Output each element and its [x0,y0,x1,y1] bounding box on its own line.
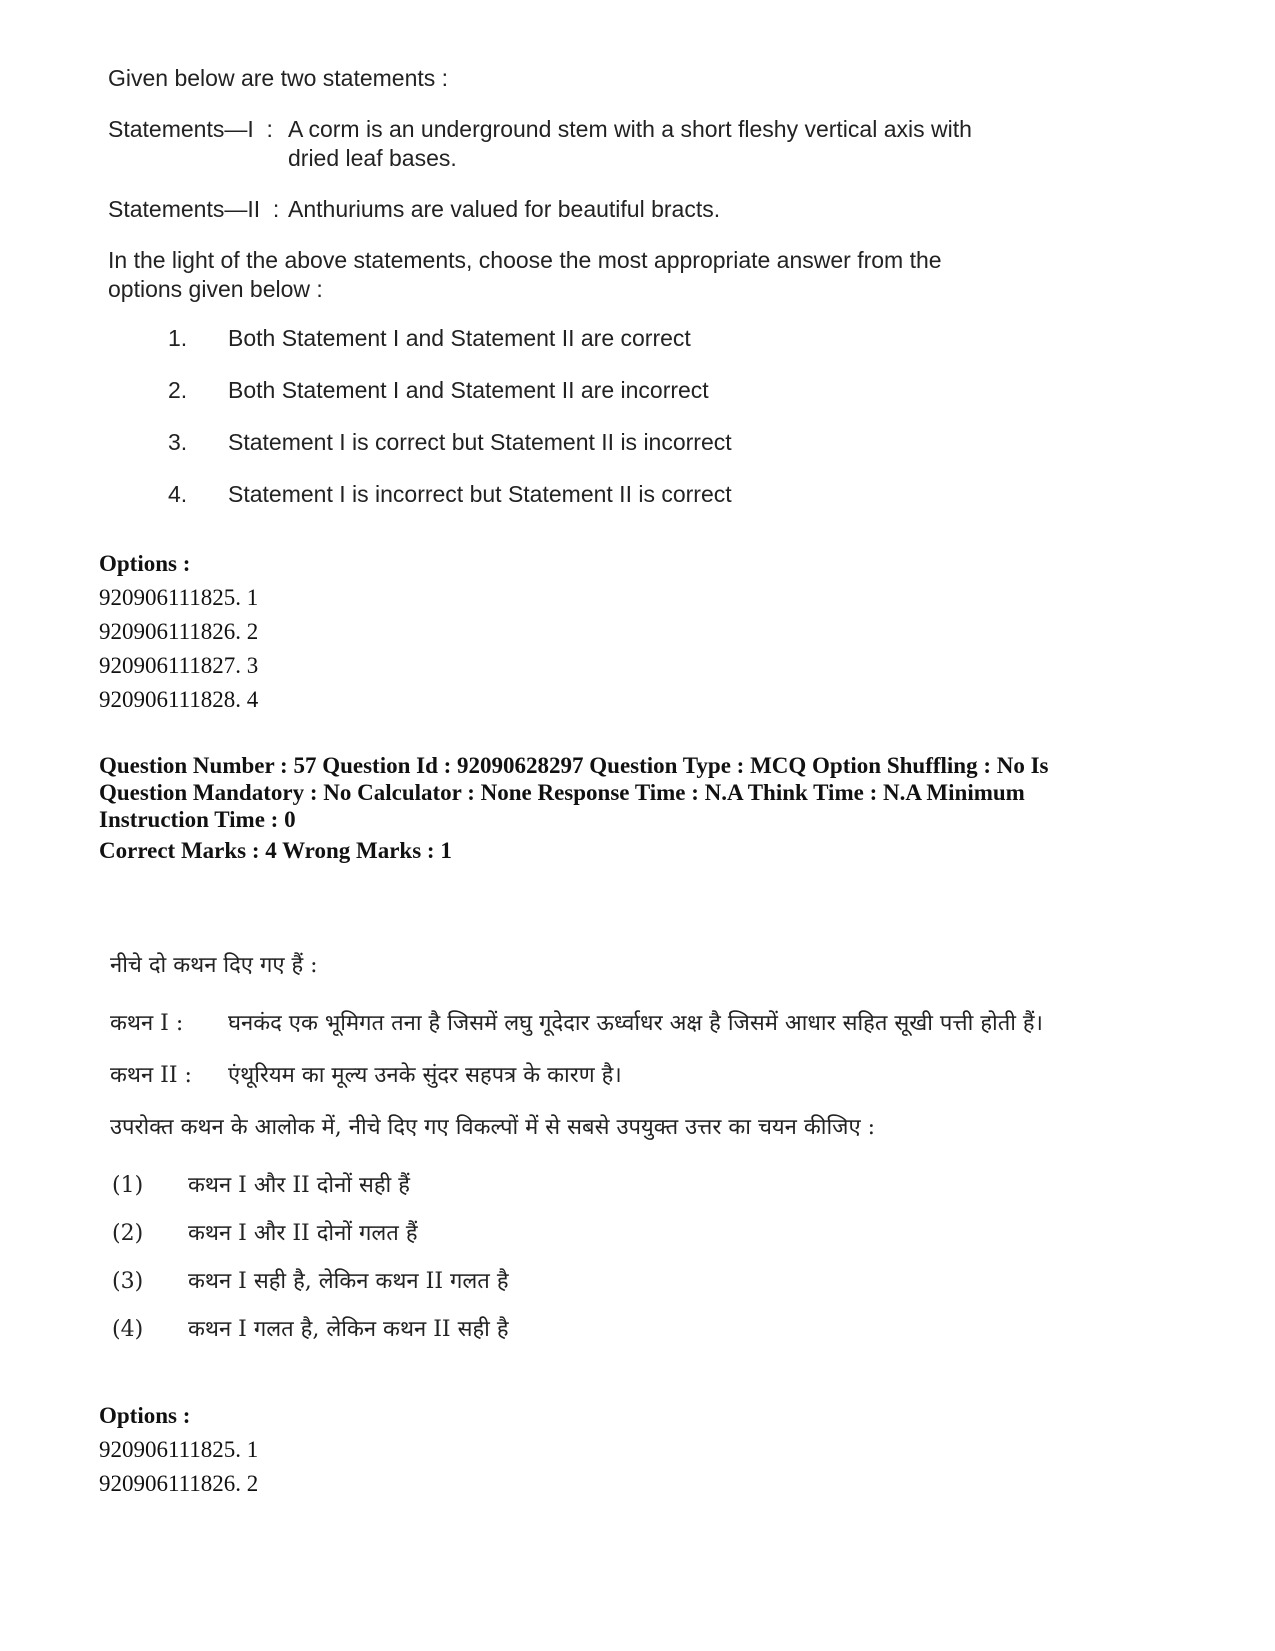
statement-1 [110,1008,1130,1040]
statement-1-text: A corm is an underground stem with a short fleshy vertical axis with dried leaf bases. [288,116,972,171]
option-text: कथन I सही है, लेकिन कथन II गलत है [188,1269,509,1294]
answer-option-1 [112,1170,1130,1202]
statement-1-label: Statements—I : [108,116,273,142]
option-text: Both Statement I and Statement II are correct [228,325,691,351]
option-id-row: 920906111827. 3 [99,653,259,678]
question-metadata [99,752,1049,864]
statement-1-label: कथन I : [110,1011,184,1036]
option-number: (1) [112,1173,144,1198]
option-text: Statement I is incorrect but Statement II is correct [228,481,732,507]
english-question [108,64,1008,532]
option-text: Both Statement I and Statement II are incorrect [228,377,709,403]
answer-option-4 [168,480,1008,509]
options-heading: Options : [99,551,191,576]
statement-2 [108,195,1008,224]
option-number: (3) [112,1269,144,1294]
marks-line: Correct Marks : 4 Wrong Marks : 1 [99,838,452,863]
answer-option-4 [112,1314,1130,1346]
statement-2-text: Anthuriums are valued for beautiful bracts. [288,196,721,222]
option-text: Statement I is correct but Statement II is incorrect [228,429,732,455]
option-id-row: 920906111826. 2 [99,619,259,644]
question-prompt: In the light of the above statements, choose the most appropriate answer from the options given below : [108,247,942,302]
option-text: कथन I और II दोनों गलत हैं [188,1221,418,1246]
statement-2 [110,1060,1130,1092]
option-number: 4. [168,481,188,507]
option-id-row: 920906111826. 2 [99,1471,259,1496]
option-number: (4) [112,1317,144,1342]
option-number: 2. [168,377,188,403]
options-block-1 [99,547,258,717]
answer-option-2 [168,376,1008,405]
option-id-row: 920906111825. 1 [99,585,259,610]
hindi-question [110,950,1130,1362]
metadata-line-1: Question Number : 57 Question Id : 92090628297 Question Type : MCQ Option Shuffling : No Is [99,753,1049,778]
question-prompt: उपरोक्त कथन के आलोक में, नीचे दिए गए विकल्पों में से सबसे उपयुक्त उत्तर का चयन कीजिए : [110,1115,876,1140]
options-block-2 [99,1399,258,1501]
option-number: (2) [112,1221,144,1246]
option-number: 3. [168,429,188,455]
option-id-row: 920906111828. 4 [99,687,259,712]
statement-2-text: एंथूरियम का मूल्य उनके सुंदर सहपत्र के कारण है। [228,1063,622,1088]
metadata-line-2: Question Mandatory : No Calculator : None Response Time : N.A Think Time : N.A Minimum [99,780,1025,805]
statement-2-label: कथन II : [110,1063,192,1088]
options-heading: Options : [99,1403,191,1428]
option-number: 1. [168,325,188,351]
question-intro: नीचे दो कथन दिए गए हैं : [110,953,318,978]
statement-1-text: घनकंद एक भूमिगत तना है जिसमें लघु गूदेदार ऊर्ध्वाधर अक्ष है जिसमें आधार सहित सूखी पत्ती होती हैं। [228,1011,1043,1036]
option-id-row: 920906111825. 1 [99,1437,259,1462]
answer-option-3 [112,1266,1130,1298]
answer-option-2 [112,1218,1130,1250]
metadata-line-3: Instruction Time : 0 [99,807,296,832]
statement-1 [108,115,1008,173]
option-text: कथन I गलत है, लेकिन कथन II सही है [188,1317,509,1342]
answer-option-1 [168,324,1008,353]
answer-option-3 [168,428,1008,457]
option-text: कथन I और II दोनों सही हैं [188,1173,410,1198]
question-intro: Given below are two statements : [108,65,449,91]
statement-2-label: Statements—II : [108,196,280,222]
